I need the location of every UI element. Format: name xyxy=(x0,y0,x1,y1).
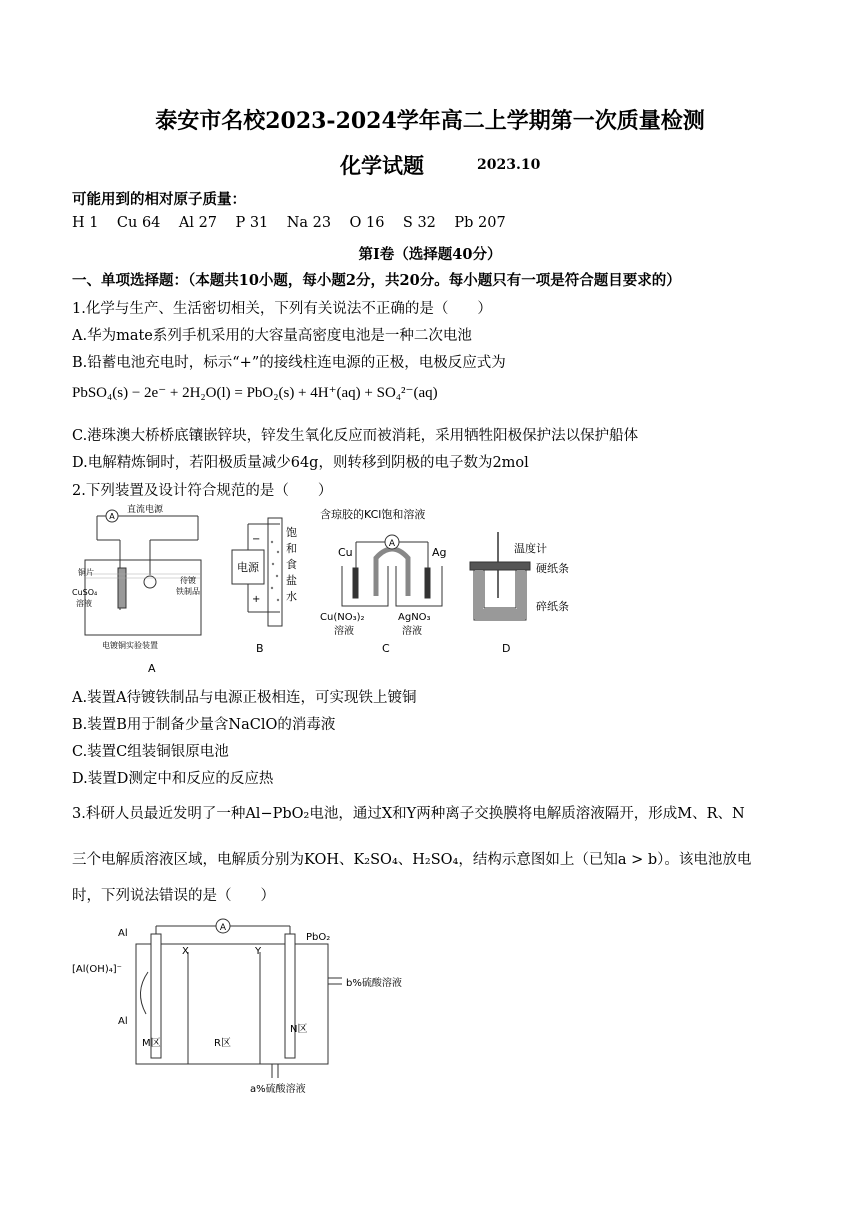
subject-title: 化学试题 xyxy=(340,153,424,178)
figure-q3-aloh-label: [Al(OH)₄]⁻ xyxy=(72,964,122,975)
q2-option-c: C.装置C组装铜银原电池 xyxy=(72,744,229,760)
figure-c-galvanic-cell xyxy=(318,506,466,656)
q1-option-d: D.电解精炼铜时，若阳极质量减少64g，则转移到阴极的电子数为2mol xyxy=(72,455,529,471)
figure-q3-in-label: a%硫酸溶液 xyxy=(250,1084,306,1095)
figure-c-letter: C xyxy=(382,642,390,655)
figure-c-drawing xyxy=(342,542,442,606)
figure-d-calorimeter xyxy=(468,528,588,656)
figure-c-sol1-label-b: 溶液 xyxy=(334,626,354,637)
q1-equation: PbSO₄(s) − 2e⁻ + 2H₂O(l) = PbO₂(s) + 4H⁺(aq) + SO₄²⁻(aq) xyxy=(72,385,438,401)
atomic-mass-values: H 1 Cu 64 Al 27 P 31 Na 23 O 16 S 32 Pb 207 xyxy=(72,215,506,231)
q1-option-b: B.铅蓄电池充电时，标示“+”的接线柱连电源的正极，电极反应式为 xyxy=(72,355,506,371)
figure-c-bridge-label: 含琼胶的KCl饱和溶液 xyxy=(320,508,426,521)
figure-b-label-5: 水 xyxy=(286,590,297,603)
figure-q3-x-label: X xyxy=(182,946,189,957)
figure-q3-al2-label: Al xyxy=(118,1016,128,1027)
figure-q3-battery xyxy=(72,912,422,1096)
figure-b-plus: + xyxy=(252,594,261,605)
q3-stem-line-3: 时，下列说法错误的是（ ） xyxy=(72,888,275,904)
figure-a-dc-label: 直流电源 xyxy=(127,505,164,515)
q1-option-c: C.港珠澳大桥桥底镶嵌锌块，锌发生氧化反应而被消耗，采用牺牲阳极保护法以保护船体 xyxy=(72,428,639,444)
figure-q3-n-label: N区 xyxy=(290,1024,308,1035)
figure-b-letter: B xyxy=(256,642,264,655)
figure-d-letter: D xyxy=(502,642,511,655)
figure-c-ag-label: Ag xyxy=(432,546,447,559)
figure-a-caption: 电镀铜实验装置 xyxy=(102,641,158,650)
figure-b-label-3: 食 xyxy=(286,558,297,571)
volume-heading: 第Ⅰ卷（选择题40分） xyxy=(358,246,502,263)
figure-b-electrolysis xyxy=(228,512,308,657)
figure-q3-r-label: R区 xyxy=(214,1038,231,1049)
figure-b-bubbles xyxy=(271,541,279,601)
figure-b-label-1: 饱 xyxy=(286,526,297,539)
figure-b-minus: − xyxy=(252,534,261,545)
figure-a-fe-label-2: 铁制品 xyxy=(176,587,200,596)
q2-option-a: A.装置A待镀铁制品与电源正极相连，可实现铁上镀铜 xyxy=(72,690,417,706)
figure-a-meter: A xyxy=(109,512,115,521)
figure-q3-out-label: b%硫酸溶液 xyxy=(346,978,402,989)
figure-q3-m-label: M区 xyxy=(142,1038,161,1049)
figure-b-power-label: 电源 xyxy=(237,561,259,574)
figure-d-paper-fill xyxy=(475,570,525,619)
figure-c-sol2-label: AgNO₃ xyxy=(398,612,431,623)
figure-c-sol1-label: Cu(NO₃)₂ xyxy=(320,612,365,623)
atomic-mass-label: 可能用到的相对原子质量： xyxy=(72,191,246,208)
figure-a-cuso4-label: CuSO₄ xyxy=(72,588,98,597)
q1-stem: 1.化学与生产、生活密切相关，下列有关说法不正确的是（ ） xyxy=(72,301,492,317)
exam-date: 2023.10 xyxy=(477,157,541,173)
section-heading: 一、单项选择题：（本题共10小题，每小题2分，共20分。每小题只有一项是符合题目要求的） xyxy=(72,272,681,289)
figure-a-cu-label: 铜片 xyxy=(78,568,94,577)
figure-q3-drawing xyxy=(136,926,342,1078)
figure-a-electroplating xyxy=(72,500,220,676)
exam-title: 泰安市名校2023-2024学年高二上学期第一次质量检测 xyxy=(155,108,705,134)
figure-q3-y-label: Y xyxy=(255,946,262,957)
figure-d-board-label: 硬纸条 xyxy=(536,562,569,575)
figure-q3-pbo2-label: PbO₂ xyxy=(306,932,331,943)
figure-c-sol2-label-b: 溶液 xyxy=(402,626,422,637)
figure-a-solution-label: 溶液 xyxy=(76,599,92,608)
figure-a-letter: A xyxy=(148,662,156,675)
q2-option-b: B.装置B用于制备少量含NaClO的消毒液 xyxy=(72,717,336,733)
figure-c-cu-label: Cu xyxy=(338,546,353,559)
figure-a-fe-label-1: 待镀 xyxy=(180,576,196,585)
q2-option-d: D.装置D测定中和反应的反应热 xyxy=(72,771,274,787)
figure-b-label-2: 和 xyxy=(286,542,297,555)
figure-b-label-4: 盐 xyxy=(286,574,297,587)
figure-d-therm-label: 温度计 xyxy=(514,542,547,555)
figure-q3-al-label: Al xyxy=(118,928,128,939)
figure-c-meter: A xyxy=(388,539,396,549)
q2-stem: 2.下列装置及设计符合规范的是（ ） xyxy=(72,483,333,499)
figure-d-paper-label: 碎纸条 xyxy=(536,600,569,613)
q3-stem-line-1: 3.科研人员最近发明了一种Al−PbO₂电池，通过X和Y两种离子交换膜将电解质溶液隔开，形成M、R、N xyxy=(72,806,745,822)
q3-stem-line-2: 三个电解质溶液区域，电解质分别为KOH、K₂SO₄、H₂SO₄，结构示意图如上（已知a > b）。该电池放电 xyxy=(72,852,752,868)
q1-option-a: A.华为mate系列手机采用的大容量高密度电池是一种二次电池 xyxy=(72,328,472,344)
figure-q3-meter: A xyxy=(219,923,227,933)
